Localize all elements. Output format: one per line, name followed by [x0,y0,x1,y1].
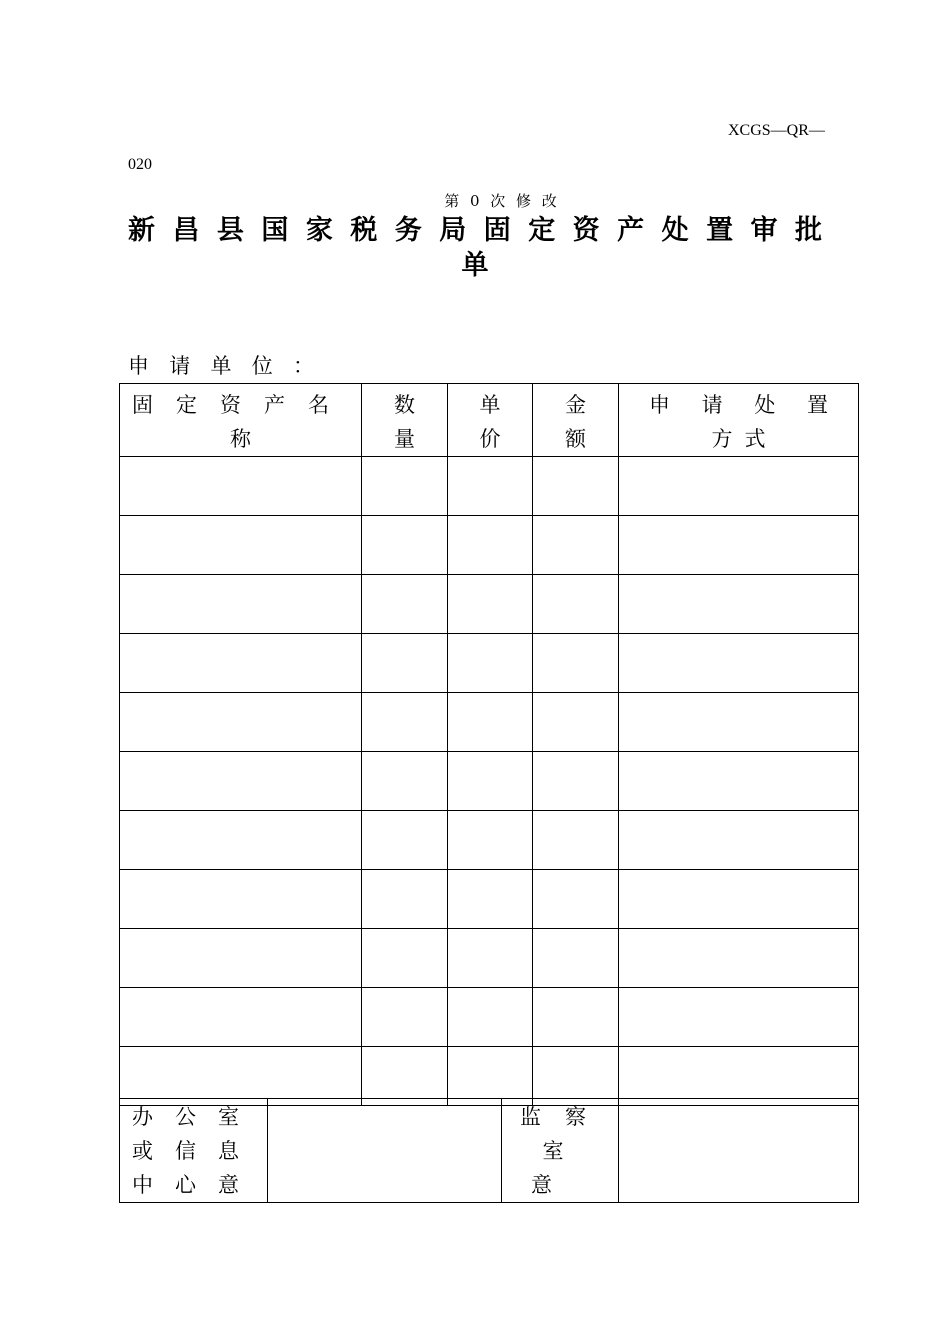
cell-asset-name[interactable] [120,988,362,1047]
cell-quantity[interactable] [362,575,448,634]
cell-amount[interactable] [533,1047,619,1106]
cell-asset-name[interactable] [120,457,362,516]
cell-unit-price[interactable] [448,575,533,634]
table-row [120,1047,859,1106]
cell-asset-name[interactable] [120,693,362,752]
cell-unit-price[interactable] [448,752,533,811]
header-asset-name-line1: 固定资产名 [132,393,329,417]
cell-unit-price[interactable] [448,693,533,752]
table-row [120,457,859,516]
cell-asset-name[interactable] [120,929,362,988]
cell-amount[interactable] [533,988,619,1047]
cell-disposal-method[interactable] [619,752,859,811]
cell-amount[interactable] [533,870,619,929]
table-row [120,929,859,988]
cell-disposal-method[interactable] [619,988,859,1047]
header-quantity: 数 量 [362,384,448,457]
opinion-table [119,1098,859,1203]
asset-table [119,383,859,1106]
table-row [120,988,859,1047]
cell-asset-name[interactable] [120,1047,362,1106]
form-title-continued: 单 [461,250,489,281]
cell-disposal-method[interactable] [619,457,859,516]
revision-label: 第 0 次 修 改 [444,192,560,210]
table-row [120,870,859,929]
table-row [120,693,859,752]
opinion-row [120,1099,859,1203]
document-code: XCGS—QR— [728,122,825,139]
cell-asset-name[interactable] [120,752,362,811]
header-unit-price: 单 价 [448,384,533,457]
cell-quantity[interactable] [362,457,448,516]
cell-disposal-method[interactable] [619,693,859,752]
cell-quantity[interactable] [362,634,448,693]
cell-disposal-method[interactable] [619,516,859,575]
cell-asset-name[interactable] [120,516,362,575]
cell-disposal-method[interactable] [619,870,859,929]
cell-amount[interactable] [533,811,619,870]
cell-unit-price[interactable] [448,988,533,1047]
office-opinion-label: 办公室 或信息 中心意 [120,1099,268,1203]
cell-amount[interactable] [533,929,619,988]
cell-quantity[interactable] [362,752,448,811]
table-row [120,811,859,870]
cell-quantity[interactable] [362,988,448,1047]
cell-amount[interactable] [533,634,619,693]
supervision-opinion-label: 监察 室 意 [502,1099,619,1203]
cell-unit-price[interactable] [448,811,533,870]
cell-unit-price[interactable] [448,634,533,693]
cell-asset-name[interactable] [120,575,362,634]
cell-amount[interactable] [533,752,619,811]
cell-unit-price[interactable] [448,457,533,516]
cell-amount[interactable] [533,575,619,634]
header-asset-name [120,384,362,457]
cell-asset-name[interactable] [120,870,362,929]
cell-amount[interactable] [533,457,619,516]
cell-disposal-method[interactable] [619,1047,859,1106]
applicant-unit-label: 申请单位： [128,354,314,378]
table-header-row [120,384,859,457]
cell-disposal-method[interactable] [619,811,859,870]
supervision-opinion-field[interactable] [619,1099,859,1203]
cell-quantity[interactable] [362,1047,448,1106]
cell-amount[interactable] [533,693,619,752]
cell-asset-name[interactable] [120,634,362,693]
cell-disposal-method[interactable] [619,929,859,988]
office-opinion-field[interactable] [268,1099,502,1203]
cell-quantity[interactable] [362,929,448,988]
cell-asset-name[interactable] [120,811,362,870]
cell-quantity[interactable] [362,870,448,929]
cell-quantity[interactable] [362,516,448,575]
cell-unit-price[interactable] [448,1047,533,1106]
header-amount: 金 额 [533,384,619,457]
form-title: 新昌县国家税务局固定资产处置审批 [128,215,822,246]
header-asset-name-line2: 称 [230,427,251,451]
cell-unit-price[interactable] [448,516,533,575]
cell-disposal-method[interactable] [619,634,859,693]
table-row [120,634,859,693]
cell-quantity[interactable] [362,693,448,752]
document-code-continued: 020 [128,156,152,173]
table-row [120,752,859,811]
cell-unit-price[interactable] [448,929,533,988]
cell-quantity[interactable] [362,811,448,870]
table-row [120,575,859,634]
table-row [120,516,859,575]
header-disposal-method: 申请处置 方式 [619,384,859,457]
cell-amount[interactable] [533,516,619,575]
cell-disposal-method[interactable] [619,575,859,634]
cell-unit-price[interactable] [448,870,533,929]
